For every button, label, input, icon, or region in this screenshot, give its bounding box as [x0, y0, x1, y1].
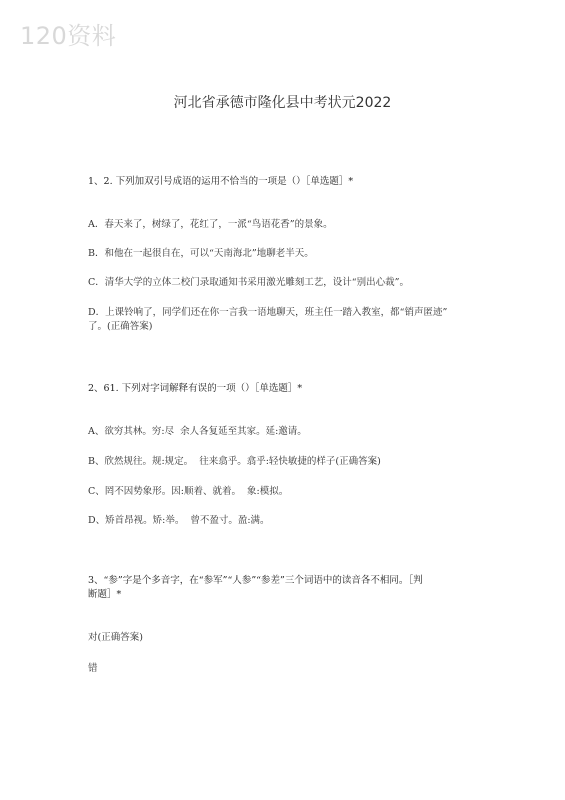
question-3-stem-cont: 断题］* [88, 589, 122, 600]
question-1-option-b: B．和他在一起很自在，可以“天南海北”地聊老半天。 [88, 248, 314, 259]
question-2-option-b: B、欣然规往。规:规定。 往来翕乎。翕乎:轻快敏捷的样子(正确答案) [88, 456, 381, 467]
question-1-option-a: A．春天来了，树绿了，花红了，一派“鸟语花香”的景象。 [88, 219, 333, 230]
question-1-stem: 1、2. 下列加双引号成语的运用不恰当的一项是（）［单选题］* [88, 176, 354, 187]
question-1-option-d: D．上课铃响了，同学们还在你一言我一语地聊天，班主任一踏入教室，都“销声匿迹” [88, 307, 448, 318]
page-title: 河北省承德市隆化县中考状元2022 [173, 95, 392, 111]
question-2-stem: 2、61. 下列对字词解释有误的一项（）［单选题］* [88, 383, 303, 394]
question-1-option-c: C．清华大学的立体二校门录取通知书采用激光雕刻工艺，设计“别出心裁”。 [88, 277, 409, 288]
question-2-option-a: A、欲穷其林。穷:尽 余人各复延至其家。延:邀请。 [88, 426, 307, 437]
question-3-option-true: 对(正确答案) [88, 632, 143, 643]
question-1-option-d-cont: 了。(正确答案) [88, 321, 153, 332]
question-3-option-false: 错 [88, 663, 98, 674]
question-2-option-c: C、罔不因势象形。因:顺着、就着。 象:模拟。 [88, 486, 289, 497]
question-2-option-d: D、矫首昂视。矫:举。 曾不盈寸。盈:满。 [88, 515, 270, 526]
watermark-logo: 120资料 [20, 22, 117, 50]
question-3-stem: 3、“参”字是个多音字，在“参军”“人参”“参差”三个词语中的读音各不相同。［判 [88, 575, 423, 586]
